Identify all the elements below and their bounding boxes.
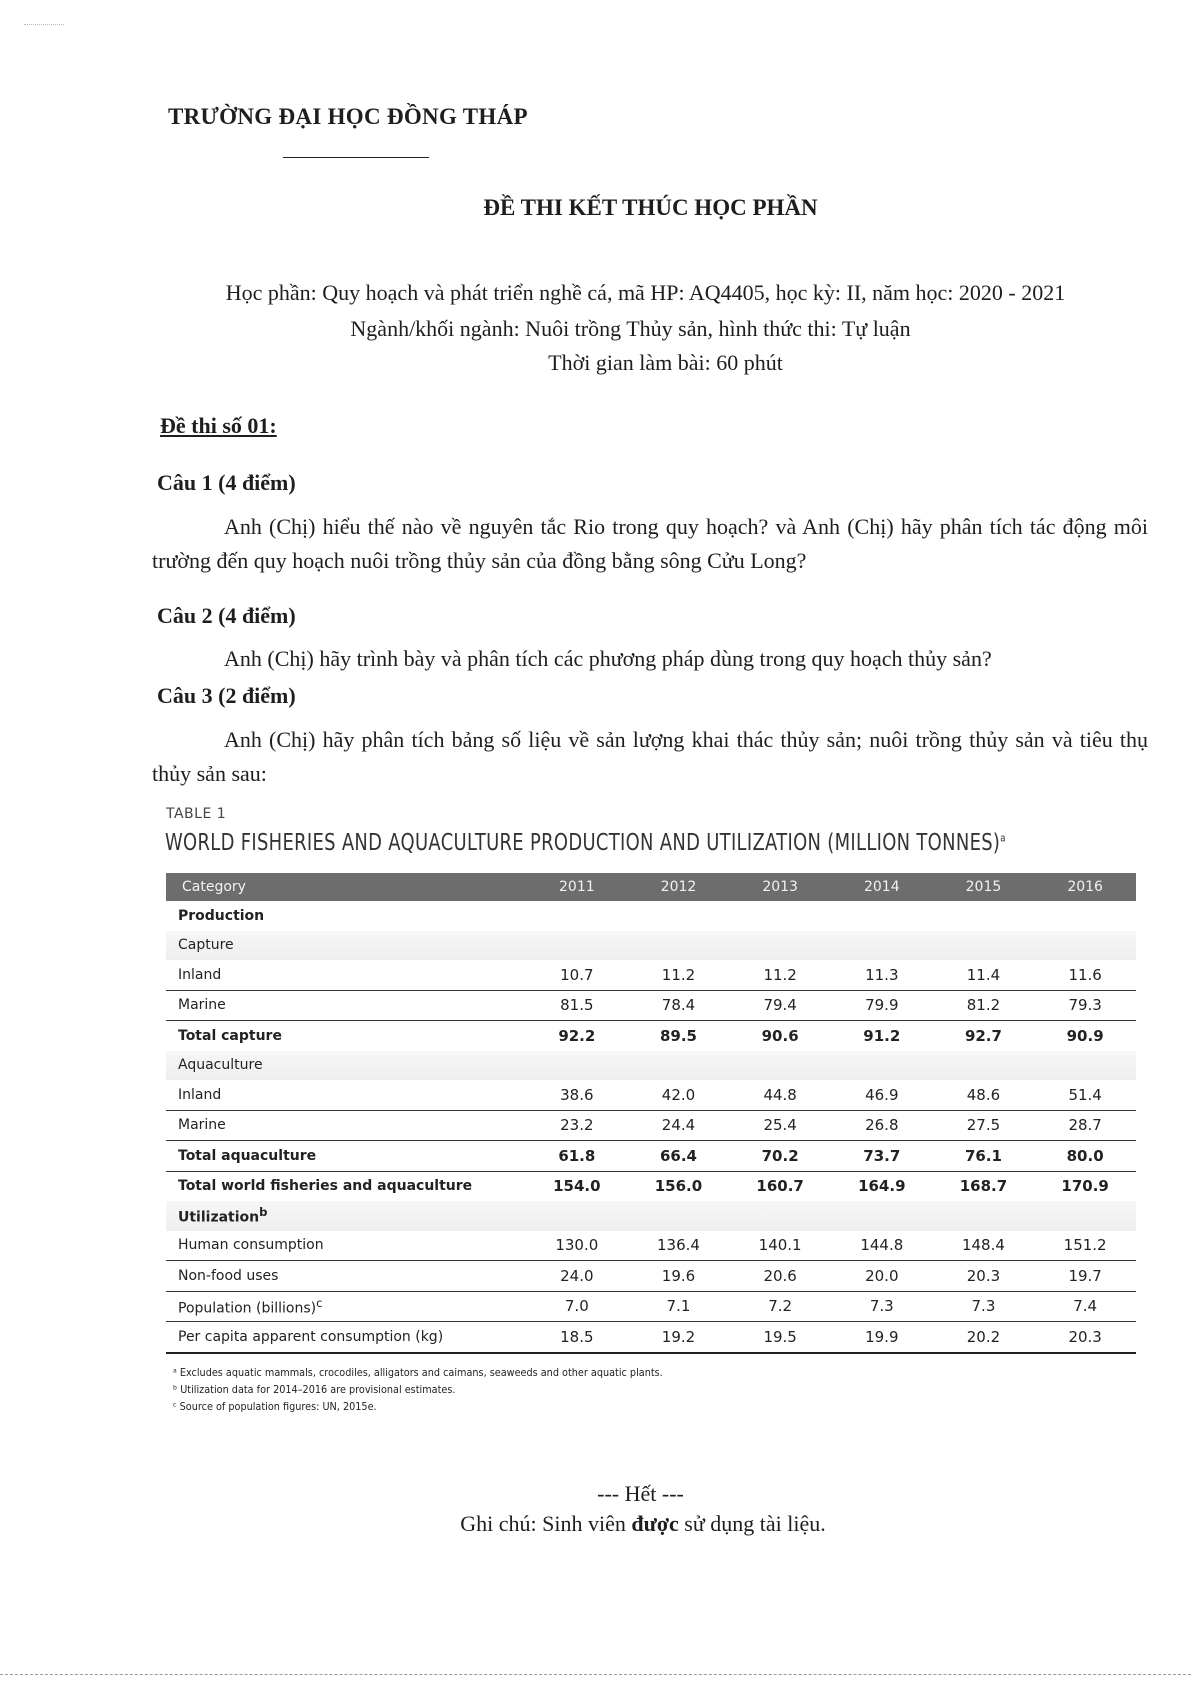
value-cell: 18.5	[526, 1322, 628, 1353]
value-cell: 66.4	[628, 1141, 730, 1172]
row-label-text: Human consumption	[178, 1237, 324, 1254]
row-label	[166, 1080, 526, 1110]
row-label	[166, 931, 526, 961]
row-label	[166, 1322, 526, 1353]
value-cell	[729, 901, 831, 931]
value-cell: 20.3	[933, 1261, 1035, 1292]
value-cell: 19.5	[729, 1322, 831, 1353]
table-row	[166, 1171, 1136, 1201]
footnote: ᶜ Source of population figures: UN, 2015e.	[173, 1400, 377, 1413]
row-label	[166, 1261, 526, 1292]
row-label-text: Inland	[178, 1086, 222, 1103]
value-cell: 136.4	[628, 1231, 730, 1261]
value-cell: 38.6	[526, 1080, 628, 1110]
value-cell: 164.9	[858, 1177, 906, 1196]
value-cell: 81.2	[933, 990, 1035, 1021]
header-year: 2014	[831, 873, 933, 901]
table-label: TABLE 1	[166, 806, 227, 822]
value-cell: 81.5	[526, 990, 628, 1021]
table-title-footnote-mark: a	[1000, 831, 1006, 845]
row-label	[166, 1021, 526, 1051]
value-cell	[628, 901, 730, 931]
value-cell: 70.2	[729, 1141, 831, 1172]
value-cell: 19.6	[628, 1261, 730, 1292]
table-row	[166, 1080, 1136, 1110]
value-cell: 48.6	[933, 1080, 1035, 1110]
value-cell	[729, 931, 831, 961]
value-cell: 7.0	[526, 1291, 628, 1322]
value-cell: 11.6	[1034, 960, 1136, 990]
value-cell: 76.1	[933, 1141, 1035, 1172]
value-cell	[628, 931, 730, 961]
row-label	[166, 1291, 526, 1322]
exam-number: Đề thi số 01:	[160, 413, 277, 438]
table-footnotes	[173, 1364, 663, 1415]
value-cell	[526, 1201, 628, 1231]
footnote: ᵇ Utilization data for 2014–2016 are provisional estimates.	[173, 1383, 456, 1396]
table-row	[166, 1201, 1136, 1231]
row-label	[166, 1171, 526, 1201]
value-cell: 19.9	[831, 1322, 933, 1353]
value-cell: 79.4	[729, 990, 831, 1021]
value-cell: 61.8	[526, 1141, 628, 1172]
value-cell: 151.2	[1034, 1231, 1136, 1261]
value-cell: 79.9	[831, 990, 933, 1021]
row-label-text: Population (billions)	[178, 1300, 317, 1317]
value-cell: 11.4	[933, 960, 1035, 990]
row-label-text: Marine	[178, 997, 226, 1014]
value-cell: 24.4	[628, 1110, 730, 1141]
table-body	[166, 901, 1136, 1353]
value-cell: 89.5	[659, 1026, 697, 1045]
row-label-text: Inland	[178, 966, 222, 983]
row-label-text: Total world fisheries and aquaculture	[178, 1178, 473, 1195]
row-label	[166, 901, 526, 931]
header-year: 2011	[526, 873, 628, 901]
value-cell: 11.2	[628, 960, 730, 990]
row-label	[166, 990, 526, 1021]
footer-note-emphasis: được	[631, 1511, 679, 1536]
row-label-text: Total aquaculture	[178, 1147, 317, 1164]
value-cell: 7.2	[729, 1291, 831, 1322]
row-label	[166, 1051, 526, 1081]
value-cell: 80.0	[1034, 1141, 1136, 1172]
row-label-text: Aquaculture	[178, 1057, 263, 1074]
scan-artifact	[24, 24, 64, 39]
table-title	[165, 830, 1006, 856]
question-3-body: Anh (Chị) hãy phân tích bảng số liệu về sản lượng khai thác thủy sản; nuôi trồng thủy sản và tiêu thụ thủy sản sau:	[152, 727, 1148, 786]
question-1-body: Anh (Chị) hiểu thế nào về nguyên tắc Rio trong quy hoạch? và Anh (Chị) hãy phân tích tác động môi trường đến quy hoạch nuôi trồng thủy sản của đồng bằng sông Cửu Long?	[152, 514, 1148, 573]
exam-title: ĐỀ THI KẾT THÚC HỌC PHẦN	[483, 195, 818, 220]
value-cell	[933, 1051, 1035, 1081]
footnote-mark: c	[316, 1295, 323, 1310]
row-label-text: Utilization	[178, 1210, 260, 1227]
table-row	[166, 1021, 1136, 1051]
value-cell	[1034, 1201, 1136, 1231]
footer-note-end: sử dụng tài liệu.	[678, 1511, 826, 1536]
row-label	[166, 1231, 526, 1261]
school-underline	[283, 157, 429, 158]
school-name: TRƯỜNG ĐẠI HỌC ĐỒNG THÁP	[168, 104, 528, 129]
header-category: Category	[166, 873, 526, 901]
value-cell	[933, 1201, 1035, 1231]
value-cell: 7.4	[1034, 1291, 1136, 1322]
table-row	[166, 1231, 1136, 1261]
value-cell: 20.0	[831, 1261, 933, 1292]
table-row	[166, 1291, 1136, 1322]
time-line: Thời gian làm bài: 60 phút	[548, 350, 783, 375]
row-label	[166, 960, 526, 990]
value-cell	[1034, 1051, 1136, 1081]
major-line: Ngành/khối ngành: Nuôi trồng Thủy sản, hình thức thi: Tự luận	[350, 316, 911, 341]
row-label-text: Capture	[178, 937, 234, 954]
question-2-body: Anh (Chị) hãy trình bày và phân tích các phương pháp dùng trong quy hoạch thủy sản?	[224, 646, 992, 671]
row-label-text: Marine	[178, 1117, 226, 1134]
value-cell: 46.9	[831, 1080, 933, 1110]
value-cell	[729, 1051, 831, 1081]
course-line: Học phần: Quy hoạch và phát triển nghề cá, mã HP: AQ4405, học kỳ: II, năm học: 2020 - 2021	[225, 280, 1066, 305]
table-row	[166, 1051, 1136, 1081]
table-row	[166, 1110, 1136, 1141]
value-cell: 7.3	[933, 1291, 1035, 1322]
header-year: 2012	[628, 873, 730, 901]
value-cell: 170.9	[1061, 1177, 1109, 1196]
value-cell	[526, 1051, 628, 1081]
row-label-text: Per capita apparent consumption (kg)	[178, 1328, 444, 1345]
table-row	[166, 1141, 1136, 1172]
value-cell: 19.7	[1034, 1261, 1136, 1292]
value-cell: 130.0	[526, 1231, 628, 1261]
value-cell: 91.2	[863, 1026, 901, 1045]
value-cell: 20.2	[933, 1322, 1035, 1353]
value-cell: 26.8	[831, 1110, 933, 1141]
question-3-title: Câu 3 (2 điểm)	[157, 683, 296, 708]
value-cell: 11.2	[729, 960, 831, 990]
value-cell	[1034, 901, 1136, 931]
header-year: 2016	[1034, 873, 1136, 901]
value-cell: 11.3	[831, 960, 933, 990]
footnote: ᵃ Excludes aquatic mammals, crocodiles, alligators and caimans, seaweeds and other aquatic plants.	[173, 1366, 663, 1379]
value-cell: 27.5	[933, 1110, 1035, 1141]
end-marker: --- Hết ---	[597, 1481, 684, 1506]
table-row	[166, 1261, 1136, 1292]
value-cell	[628, 1201, 730, 1231]
value-cell	[628, 1051, 730, 1081]
footnote-mark: b	[259, 1205, 268, 1220]
value-cell: 156.0	[654, 1177, 703, 1196]
value-cell: 24.0	[526, 1261, 628, 1292]
value-cell	[933, 901, 1035, 931]
value-cell: 10.7	[526, 960, 628, 990]
row-label	[166, 1110, 526, 1141]
value-cell: 90.9	[1066, 1026, 1104, 1045]
value-cell: 154.0	[553, 1177, 601, 1196]
value-cell: 7.3	[831, 1291, 933, 1322]
value-cell	[831, 1201, 933, 1231]
value-cell	[1034, 931, 1136, 961]
value-cell: 148.4	[933, 1231, 1035, 1261]
value-cell: 7.1	[628, 1291, 730, 1322]
value-cell: 144.8	[831, 1231, 933, 1261]
fisheries-table	[166, 873, 1136, 1354]
row-label	[166, 1201, 526, 1231]
value-cell: 20.6	[729, 1261, 831, 1292]
value-cell: 92.2	[558, 1026, 596, 1045]
table-title-text: WORLD FISHERIES AND AQUACULTURE PRODUCTION AND UTILIZATION (MILLION TONNES)	[165, 830, 1001, 856]
value-cell: 44.8	[729, 1080, 831, 1110]
value-cell: 28.7	[1034, 1110, 1136, 1141]
value-cell: 168.7	[959, 1177, 1008, 1196]
row-label-text: Total capture	[178, 1027, 282, 1044]
header-year: 2015	[933, 873, 1035, 901]
value-cell: 42.0	[628, 1080, 730, 1110]
row-label-text: Production	[178, 907, 265, 924]
row-label-text: Non-food uses	[178, 1267, 279, 1284]
question-2-title: Câu 2 (4 điểm)	[157, 603, 296, 628]
footer-note-start: Ghi chú: Sinh viên	[460, 1511, 632, 1536]
value-cell	[831, 901, 933, 931]
table-row	[166, 1322, 1136, 1353]
value-cell: 92.7	[964, 1026, 1002, 1045]
footer-note	[0, 1511, 1191, 1537]
value-cell	[831, 1051, 933, 1081]
value-cell	[831, 931, 933, 961]
table-row	[166, 901, 1136, 931]
scan-edge	[0, 1674, 1191, 1675]
row-label	[166, 1141, 526, 1172]
value-cell: 90.6	[761, 1026, 799, 1045]
table-row	[166, 931, 1136, 961]
value-cell: 79.3	[1034, 990, 1136, 1021]
value-cell: 73.7	[831, 1141, 933, 1172]
table-row	[166, 960, 1136, 990]
value-cell: 160.7	[756, 1177, 804, 1196]
value-cell: 78.4	[628, 990, 730, 1021]
header-year: 2013	[729, 873, 831, 901]
value-cell: 25.4	[729, 1110, 831, 1141]
value-cell: 23.2	[526, 1110, 628, 1141]
table-header-row	[166, 873, 1136, 901]
question-1-title: Câu 1 (4 điểm)	[157, 470, 296, 495]
value-cell: 19.2	[628, 1322, 730, 1353]
value-cell	[526, 931, 628, 961]
value-cell	[933, 931, 1035, 961]
value-cell: 20.3	[1034, 1322, 1136, 1353]
value-cell	[526, 901, 628, 931]
value-cell: 140.1	[729, 1231, 831, 1261]
value-cell: 51.4	[1034, 1080, 1136, 1110]
table-row	[166, 990, 1136, 1021]
value-cell	[729, 1201, 831, 1231]
